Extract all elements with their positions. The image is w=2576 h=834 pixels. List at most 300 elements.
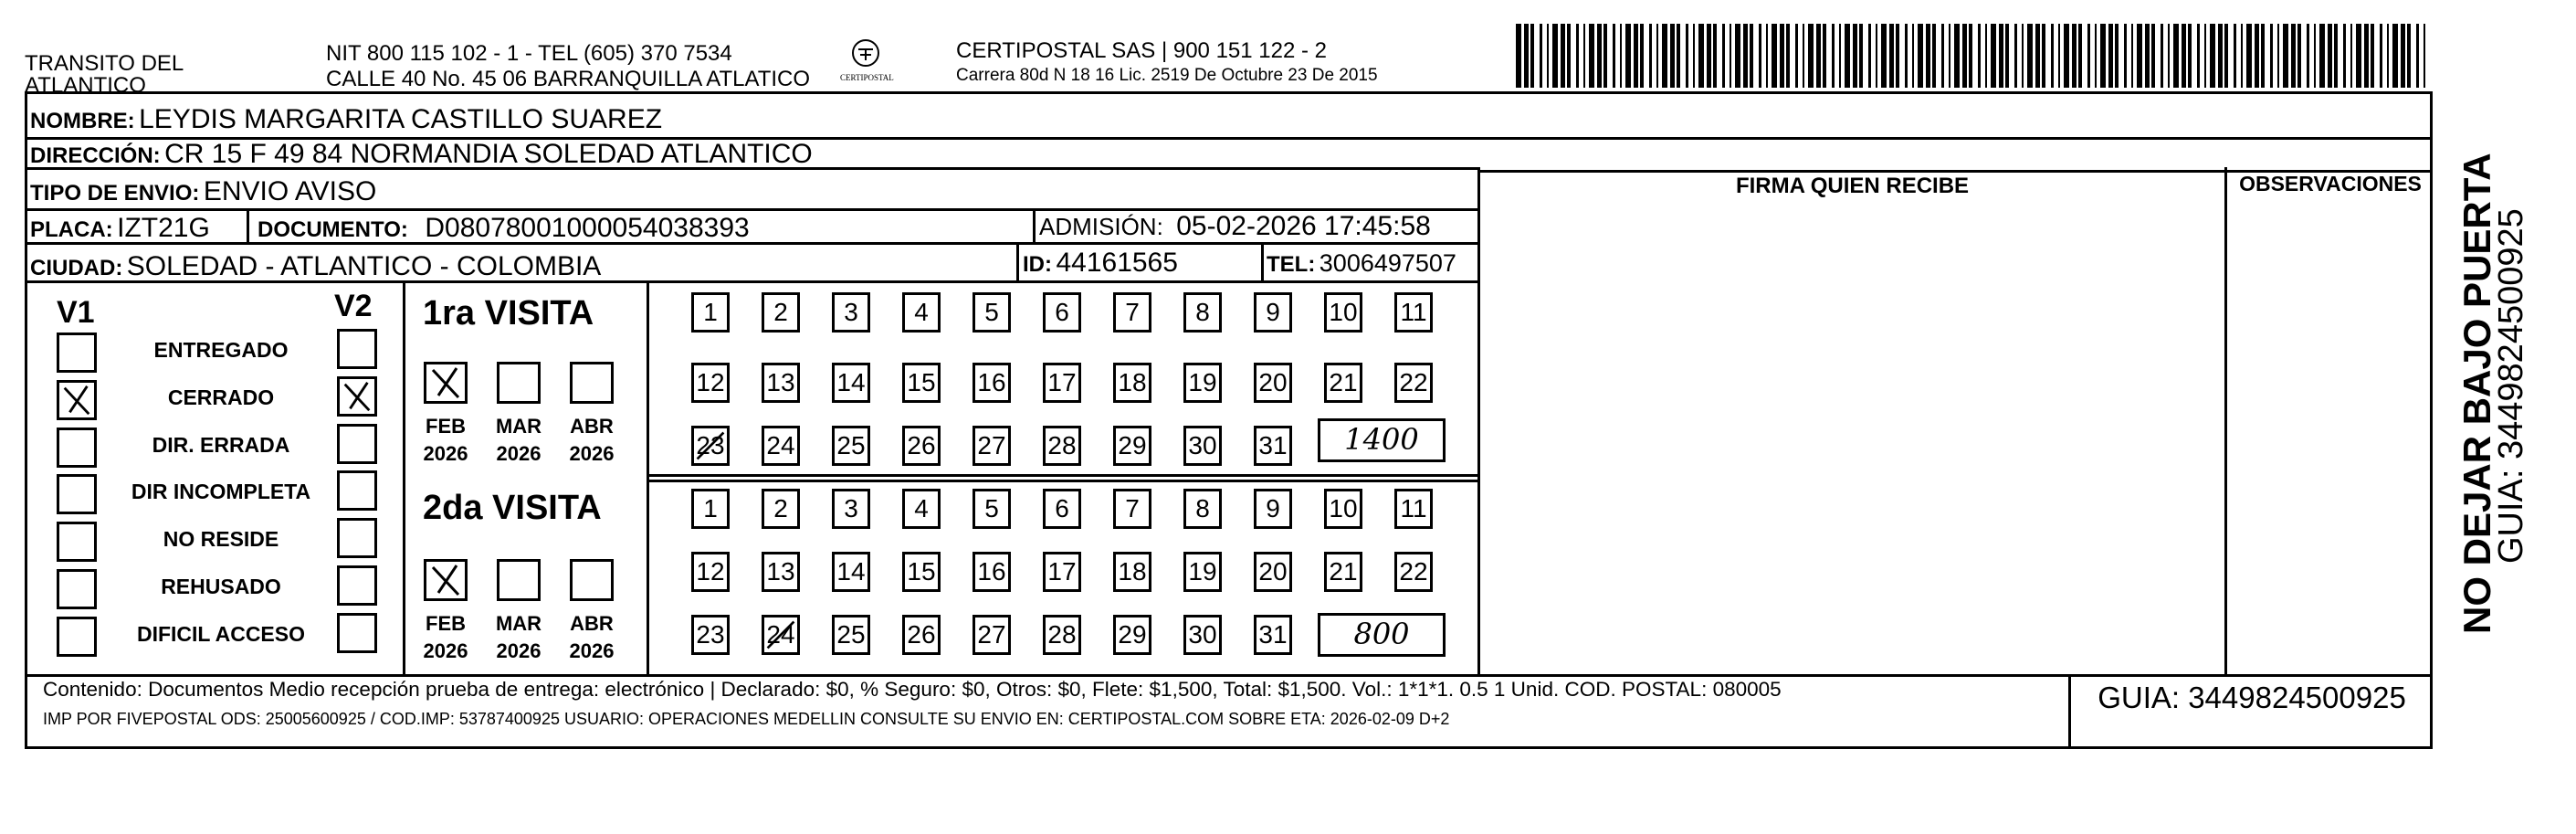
second-visit-title: 2da VISITA bbox=[423, 489, 602, 527]
barcode-bar bbox=[1707, 24, 1711, 88]
barcode-bar bbox=[1999, 24, 2003, 88]
barcode-bar bbox=[1561, 24, 1565, 88]
v1-checkbox[interactable] bbox=[57, 428, 97, 468]
v2-checkbox[interactable] bbox=[337, 329, 377, 369]
day-number: 10 bbox=[1329, 298, 1358, 326]
barcode-bar bbox=[1832, 24, 1835, 88]
day-number: 25 bbox=[836, 431, 866, 459]
id-value: 44161565 bbox=[1056, 248, 1178, 278]
day-box[interactable] bbox=[1394, 552, 1433, 592]
month-name: FEB bbox=[426, 612, 466, 635]
barcode-bar bbox=[1978, 24, 1981, 88]
barcode-bar bbox=[2356, 24, 2361, 88]
day-number: 15 bbox=[907, 557, 936, 586]
day-box[interactable] bbox=[973, 489, 1011, 529]
barcode-bar bbox=[1625, 24, 1631, 88]
day-number: 20 bbox=[1258, 368, 1288, 396]
day-box[interactable] bbox=[832, 615, 870, 655]
barcode-bar bbox=[1759, 24, 1761, 88]
placa-label: PLACA: bbox=[30, 217, 113, 242]
barcode-bar bbox=[1808, 24, 1814, 88]
barcode-bar bbox=[2283, 24, 2288, 88]
day-number: 7 bbox=[1125, 494, 1140, 523]
footer-guia: GUIA: 3449824500925 bbox=[2098, 681, 2406, 714]
barcode-bar bbox=[2151, 24, 2155, 88]
hand-check-x-icon bbox=[59, 383, 94, 417]
barcode-bar bbox=[1786, 24, 1790, 88]
barcode-bar bbox=[1954, 24, 1960, 88]
day-number: 18 bbox=[1118, 557, 1147, 586]
day-box[interactable] bbox=[973, 292, 1011, 333]
day-number: 15 bbox=[907, 368, 936, 396]
barcode-bar bbox=[1649, 24, 1652, 88]
barcode-bar bbox=[2255, 24, 2259, 88]
barcode-bar bbox=[2364, 24, 2369, 88]
barcode-bar bbox=[1905, 24, 1908, 88]
day-number: 13 bbox=[766, 368, 795, 396]
day-box[interactable] bbox=[973, 363, 1011, 403]
barcode-bar bbox=[2145, 24, 2150, 88]
day-box[interactable] bbox=[1113, 363, 1151, 403]
barcode-bar bbox=[2401, 24, 2405, 88]
day-number: 8 bbox=[1195, 494, 1210, 523]
month-year: 2026 bbox=[423, 639, 468, 662]
day-number: 16 bbox=[977, 368, 1006, 396]
month-checkbox[interactable] bbox=[424, 362, 468, 404]
barcode-bar bbox=[2027, 24, 2033, 88]
day-box[interactable] bbox=[1043, 426, 1081, 466]
month-label bbox=[561, 413, 623, 468]
day-number: 24 bbox=[766, 620, 795, 649]
barcode-bar bbox=[2416, 24, 2419, 88]
nombre-value: LEYDIS MARGARITA CASTILLO SUAREZ bbox=[139, 104, 663, 134]
barcode-bar bbox=[2218, 24, 2223, 88]
tipo-label: TIPO DE ENVIO: bbox=[30, 181, 200, 206]
day-box[interactable] bbox=[691, 552, 730, 592]
tel-field bbox=[1267, 249, 1456, 278]
day-number: 2 bbox=[773, 494, 788, 523]
imp-line: IMP POR FIVEPOSTAL ODS: 25005600925 / COD.IMP: 53787400925 USUARIO: OPERACIONES MEDELLIN CONSULTE SU ENVIO EN: CERTIPOSTAL.COM SOBRE ETA: 2026-02-09 D+2 bbox=[43, 710, 1450, 728]
barcode-bar bbox=[1941, 24, 1944, 88]
day-number: 22 bbox=[1399, 368, 1428, 396]
status-option-label: DIFICIL ACCESO bbox=[136, 622, 305, 646]
day-number: 8 bbox=[1195, 298, 1210, 326]
certipostal-logo-icon bbox=[838, 37, 893, 91]
day-box[interactable] bbox=[1043, 363, 1081, 403]
day-box[interactable] bbox=[762, 426, 800, 466]
day-box[interactable] bbox=[691, 615, 730, 655]
barcode-bar bbox=[1589, 24, 1594, 88]
day-box[interactable] bbox=[1113, 615, 1151, 655]
barcode-bar bbox=[1795, 24, 1798, 88]
day-box[interactable] bbox=[1183, 363, 1222, 403]
day-box[interactable] bbox=[1394, 292, 1433, 333]
second-visit-time[interactable]: 800 bbox=[1318, 613, 1446, 657]
month-label bbox=[561, 610, 623, 665]
month-year: 2026 bbox=[496, 442, 541, 465]
barcode-bar bbox=[1656, 24, 1658, 88]
barcode-bar bbox=[1730, 24, 1731, 88]
barcode-bar bbox=[1634, 24, 1638, 88]
side-guia: GUIA: 3449824500925 bbox=[2492, 208, 2530, 564]
month-checkbox[interactable] bbox=[497, 362, 541, 404]
barcode-bar bbox=[1823, 24, 1826, 88]
barcode-bar bbox=[1912, 24, 1914, 88]
day-number: 17 bbox=[1047, 557, 1077, 586]
barcode-bar bbox=[2424, 24, 2425, 88]
barcode-bar bbox=[1766, 24, 1768, 88]
month-label bbox=[488, 413, 550, 468]
day-box[interactable] bbox=[1113, 552, 1151, 592]
barcode-bar bbox=[2064, 24, 2069, 88]
day-box[interactable] bbox=[1254, 292, 1292, 333]
status-option-label: NO RESIDE bbox=[163, 527, 279, 551]
barcode-bar bbox=[1540, 24, 1542, 88]
v2-checkbox[interactable] bbox=[337, 470, 377, 511]
certipostal-logo bbox=[838, 37, 893, 91]
barcode-bar bbox=[1876, 24, 1877, 88]
day-number: 10 bbox=[1329, 494, 1358, 523]
day-number: 21 bbox=[1329, 557, 1358, 586]
v1-checkbox[interactable] bbox=[57, 569, 97, 609]
barcode-bar bbox=[2387, 24, 2389, 88]
day-box[interactable] bbox=[902, 552, 941, 592]
day-box[interactable] bbox=[1183, 552, 1222, 592]
day-number: 26 bbox=[907, 620, 936, 649]
day-box[interactable] bbox=[902, 426, 941, 466]
ciudad-field bbox=[30, 251, 601, 282]
barcode-bar bbox=[2100, 24, 2106, 88]
barcode-bar bbox=[2319, 24, 2325, 88]
barcode-bar bbox=[1670, 24, 1675, 88]
month-checkbox[interactable] bbox=[424, 559, 468, 601]
day-number: 23 bbox=[696, 431, 725, 459]
day-number: 26 bbox=[907, 431, 936, 459]
day-box[interactable] bbox=[973, 552, 1011, 592]
logo-text: CERTIPOSTAL bbox=[840, 73, 894, 82]
barcode-bar bbox=[1677, 24, 1680, 88]
day-number: 6 bbox=[1055, 494, 1069, 523]
barcode-bar bbox=[1985, 24, 1987, 88]
status-option-label: DIR INCOMPLETA bbox=[131, 480, 311, 503]
day-box[interactable] bbox=[1324, 552, 1362, 592]
day-box[interactable] bbox=[762, 489, 800, 529]
v1-checkbox[interactable] bbox=[57, 333, 97, 373]
day-box[interactable] bbox=[1113, 426, 1151, 466]
day-box[interactable] bbox=[1324, 489, 1362, 529]
day-box[interactable] bbox=[832, 552, 870, 592]
day-number: 19 bbox=[1188, 557, 1217, 586]
barcode-bar bbox=[1750, 24, 1753, 88]
day-number: 3 bbox=[844, 494, 858, 523]
day-number: 16 bbox=[977, 557, 1006, 586]
month-label bbox=[488, 610, 550, 665]
day-box[interactable] bbox=[1183, 489, 1222, 529]
day-number: 19 bbox=[1188, 368, 1217, 396]
barcode-bar bbox=[2371, 24, 2374, 88]
day-box[interactable] bbox=[902, 292, 941, 333]
barcode-bar bbox=[1949, 24, 1950, 88]
barcode-bar bbox=[2246, 24, 2252, 88]
v2-checkbox[interactable] bbox=[337, 518, 377, 558]
barcode-bar bbox=[1868, 24, 1871, 88]
side-warning: NO DEJAR BAJO PUERTA bbox=[2455, 153, 2498, 634]
day-number: 17 bbox=[1047, 368, 1077, 396]
courier-name: CERTIPOSTAL SAS | 900 151 122 - 2 bbox=[956, 38, 1327, 63]
v1-checkbox[interactable] bbox=[57, 474, 97, 514]
day-box[interactable] bbox=[1254, 363, 1292, 403]
id-field bbox=[1023, 248, 1178, 279]
day-number: 22 bbox=[1399, 557, 1428, 586]
barcode-bar bbox=[2210, 24, 2215, 88]
v1-checkbox[interactable] bbox=[57, 380, 97, 420]
hand-check-x-icon bbox=[340, 379, 374, 414]
day-number: 20 bbox=[1258, 557, 1288, 586]
barcode-bar bbox=[2188, 24, 2192, 88]
day-number: 21 bbox=[1329, 368, 1358, 396]
day-box[interactable] bbox=[902, 489, 941, 529]
barcode-bar bbox=[1889, 24, 1894, 88]
day-box[interactable] bbox=[762, 363, 800, 403]
firma-area bbox=[1480, 203, 2224, 674]
tel-label: TEL: bbox=[1267, 252, 1316, 277]
day-box[interactable] bbox=[902, 615, 941, 655]
barcode-bar bbox=[1962, 24, 1967, 88]
barcode-bar bbox=[2392, 24, 2398, 88]
barcode-bar bbox=[2095, 24, 2097, 88]
barcode-bar bbox=[2042, 24, 2045, 88]
barcode-bar bbox=[1722, 24, 1725, 88]
documento-label: DOCUMENTO: bbox=[258, 217, 408, 242]
barcode-bar bbox=[2234, 24, 2236, 88]
barcode-bar bbox=[1613, 24, 1615, 88]
day-box[interactable] bbox=[691, 489, 730, 529]
day-number: 6 bbox=[1055, 298, 1069, 326]
hand-slash-icon bbox=[764, 618, 797, 652]
day-box[interactable] bbox=[1183, 426, 1222, 466]
ciudad-label: CIUDAD: bbox=[30, 256, 123, 280]
barcode-bar bbox=[2161, 24, 2163, 88]
barcode-bar bbox=[2241, 24, 2243, 88]
barcode-bar bbox=[1845, 24, 1850, 88]
barcode-bar bbox=[2407, 24, 2411, 88]
barcode-bar bbox=[2115, 24, 2119, 88]
day-box[interactable] bbox=[832, 426, 870, 466]
month-name: ABR bbox=[570, 415, 614, 438]
issuer-nit: NIT 800 115 102 - 1 - TEL (605) 370 7534 bbox=[326, 41, 732, 66]
first-visit-time[interactable]: 1400 bbox=[1318, 418, 1446, 462]
day-box[interactable] bbox=[1113, 292, 1151, 333]
nombre-label: NOMBRE: bbox=[30, 109, 135, 133]
day-number: 11 bbox=[1400, 298, 1427, 326]
barcode-bar bbox=[2204, 24, 2206, 88]
barcode-bar bbox=[1853, 24, 1857, 88]
day-number: 5 bbox=[984, 298, 999, 326]
placa-value: IZT21G bbox=[117, 213, 210, 243]
day-box[interactable] bbox=[1183, 615, 1222, 655]
v2-checkbox[interactable] bbox=[337, 565, 377, 606]
courier-address: Carrera 80d N 18 16 Lic. 2519 De Octubre 23 De 2015 bbox=[956, 66, 1378, 85]
barcode-bar bbox=[1896, 24, 1899, 88]
month-checkbox[interactable] bbox=[570, 362, 614, 404]
day-number: 18 bbox=[1118, 368, 1147, 396]
v1-label: V1 bbox=[57, 295, 95, 330]
direccion-label: DIRECCIÓN: bbox=[30, 143, 161, 168]
hand-check-x-icon bbox=[426, 364, 465, 401]
day-box[interactable] bbox=[973, 426, 1011, 466]
barcode-bar bbox=[1576, 24, 1579, 88]
barcode-bar bbox=[2314, 24, 2316, 88]
v2-label: V2 bbox=[334, 289, 373, 323]
day-box[interactable] bbox=[1043, 615, 1081, 655]
day-box[interactable] bbox=[832, 292, 870, 333]
nombre-field bbox=[30, 104, 662, 135]
barcode-bar bbox=[2173, 24, 2179, 88]
barcode-bar bbox=[2291, 24, 2296, 88]
barcode-bar bbox=[2051, 24, 2054, 88]
barcode-bar bbox=[2137, 24, 2142, 88]
day-number: 1 bbox=[703, 298, 718, 326]
barcode-bar bbox=[2197, 24, 2200, 88]
day-box[interactable] bbox=[1324, 363, 1362, 403]
barcode-bar bbox=[2334, 24, 2338, 88]
admision-field bbox=[1039, 211, 1431, 242]
day-number: 27 bbox=[977, 431, 1006, 459]
day-number: 24 bbox=[766, 431, 795, 459]
day-box[interactable] bbox=[691, 363, 730, 403]
day-box[interactable] bbox=[1254, 552, 1292, 592]
direccion-field bbox=[30, 139, 813, 170]
barcode-bar bbox=[1735, 24, 1740, 88]
day-number: 2 bbox=[773, 298, 788, 326]
tel-value: 3006497507 bbox=[1319, 249, 1456, 277]
day-box[interactable] bbox=[1113, 489, 1151, 529]
barcode-bar bbox=[1991, 24, 1996, 88]
barcode-bar bbox=[1530, 24, 1534, 88]
day-number: 5 bbox=[984, 494, 999, 523]
barcode-bar bbox=[2058, 24, 2060, 88]
day-number: 9 bbox=[1266, 298, 1280, 326]
day-number: 9 bbox=[1266, 494, 1280, 523]
month-year: 2026 bbox=[423, 442, 468, 465]
day-box[interactable] bbox=[762, 615, 800, 655]
day-number: 23 bbox=[696, 620, 725, 649]
day-box[interactable] bbox=[1324, 292, 1362, 333]
barcode-bar bbox=[2380, 24, 2382, 88]
day-box[interactable] bbox=[691, 292, 730, 333]
day-box[interactable] bbox=[1394, 489, 1433, 529]
day-number: 12 bbox=[696, 368, 725, 396]
day-number: 14 bbox=[836, 557, 866, 586]
observaciones-header: OBSERVACIONES bbox=[2239, 172, 2422, 195]
placa-field bbox=[30, 213, 210, 244]
observaciones-area bbox=[2228, 203, 2433, 674]
barcode-bar bbox=[1713, 24, 1717, 88]
barcode-bar bbox=[2072, 24, 2077, 88]
day-box[interactable] bbox=[1254, 615, 1292, 655]
day-box[interactable] bbox=[832, 363, 870, 403]
day-box[interactable] bbox=[1394, 363, 1433, 403]
month-year: 2026 bbox=[569, 639, 615, 662]
barcode-bar bbox=[1662, 24, 1667, 88]
v1-checkbox[interactable] bbox=[57, 522, 97, 562]
day-number: 3 bbox=[844, 298, 858, 326]
day-number: 29 bbox=[1118, 620, 1147, 649]
v2-checkbox[interactable] bbox=[337, 376, 377, 417]
month-name: MAR bbox=[495, 415, 542, 438]
id-label: ID: bbox=[1023, 252, 1052, 277]
v2-checkbox[interactable] bbox=[337, 424, 377, 464]
barcode-bar bbox=[2005, 24, 2009, 88]
barcode-bar bbox=[2277, 24, 2279, 88]
day-box[interactable] bbox=[1254, 489, 1292, 529]
v1-checkbox[interactable] bbox=[57, 617, 97, 657]
barcode-bar bbox=[1780, 24, 1784, 88]
barcode-bar bbox=[1881, 24, 1887, 88]
day-number: 13 bbox=[766, 557, 795, 586]
issuer-name bbox=[25, 53, 184, 97]
barcode-bar bbox=[2182, 24, 2186, 88]
month-checkbox[interactable] bbox=[570, 559, 614, 601]
month-checkbox[interactable] bbox=[497, 559, 541, 601]
barcode-bar bbox=[2224, 24, 2228, 88]
barcode-bar bbox=[1918, 24, 1923, 88]
v2-checkbox[interactable] bbox=[337, 613, 377, 653]
month-year: 2026 bbox=[496, 639, 541, 662]
barcode-bar bbox=[1693, 24, 1695, 88]
barcode-bar bbox=[2035, 24, 2040, 88]
month-label bbox=[415, 413, 477, 468]
day-number: 1 bbox=[703, 494, 718, 523]
admision-value: 05-02-2026 17:45:58 bbox=[1176, 211, 1431, 241]
hand-slash-icon bbox=[694, 428, 727, 463]
day-number: 30 bbox=[1188, 620, 1217, 649]
day-box[interactable] bbox=[832, 489, 870, 529]
barcode-bar bbox=[1698, 24, 1704, 88]
day-number: 29 bbox=[1118, 431, 1147, 459]
month-year: 2026 bbox=[569, 442, 615, 465]
day-box[interactable] bbox=[1254, 426, 1292, 466]
barcode-bar bbox=[2131, 24, 2133, 88]
day-box[interactable] bbox=[691, 426, 730, 466]
ciudad-value: SOLEDAD - ATLANTICO - COLOMBIA bbox=[126, 251, 602, 281]
day-box[interactable] bbox=[1043, 489, 1081, 529]
barcode-bar bbox=[2307, 24, 2309, 88]
day-box[interactable] bbox=[1043, 292, 1081, 333]
barcode bbox=[1516, 24, 2434, 88]
barcode-bar bbox=[1816, 24, 1821, 88]
barcode-bar bbox=[2078, 24, 2082, 88]
day-box[interactable] bbox=[762, 292, 800, 333]
day-box[interactable] bbox=[1043, 552, 1081, 592]
barcode-bar bbox=[2270, 24, 2273, 88]
day-box[interactable] bbox=[902, 363, 941, 403]
barcode-bar bbox=[1620, 24, 1622, 88]
month-name: FEB bbox=[426, 415, 466, 438]
status-option-label: ENTREGADO bbox=[153, 338, 289, 362]
barcode-bar bbox=[2108, 24, 2113, 88]
barcode-bar bbox=[2022, 24, 2024, 88]
tipo-envio-field bbox=[30, 176, 376, 207]
day-box[interactable] bbox=[973, 615, 1011, 655]
day-box[interactable] bbox=[1183, 292, 1222, 333]
barcode-bar bbox=[1597, 24, 1602, 88]
barcode-bar bbox=[1772, 24, 1777, 88]
day-number: 12 bbox=[696, 557, 725, 586]
day-box[interactable] bbox=[762, 552, 800, 592]
barcode-bar bbox=[1567, 24, 1571, 88]
day-number: 30 bbox=[1188, 431, 1217, 459]
